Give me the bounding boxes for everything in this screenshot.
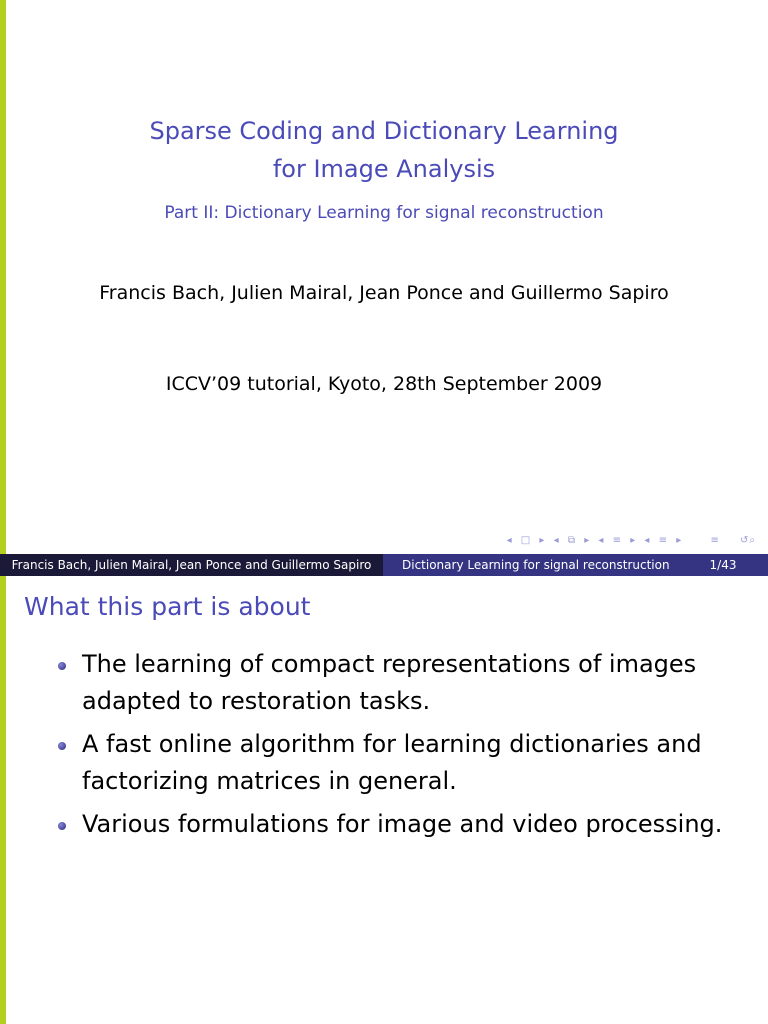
subsection-icon[interactable]: ⧉ xyxy=(567,535,576,546)
presentation-forward-icon[interactable]: ▸ xyxy=(676,535,683,546)
subsection-forward-icon[interactable]: ▸ xyxy=(584,535,591,546)
presentation-subtitle: Part II: Dictionary Learning for signal reconstruction xyxy=(164,203,604,223)
bullet-text-line: A fast online algorithm for learning dictionaries and xyxy=(82,730,702,758)
beamer-navigation-symbols xyxy=(505,535,758,546)
list-item xyxy=(58,646,758,720)
frame-title: What this part is about xyxy=(24,592,311,621)
authors: Francis Bach, Julien Mairal, Jean Ponce and Guillermo Sapiro xyxy=(99,282,669,304)
presentation-icon[interactable]: ≡ xyxy=(658,535,669,546)
presentation-title-line-1: Sparse Coding and Dictionary Learning xyxy=(149,117,619,145)
frame-back-icon[interactable]: ◂ xyxy=(506,535,513,546)
event-info: ICCV’09 tutorial, Kyoto, 28th September 2009 xyxy=(165,373,603,395)
section-back-icon[interactable]: ◂ xyxy=(598,535,605,546)
footer-authors: Francis Bach, Julien Mairal, Jean Ponce and Guillermo Sapiro xyxy=(0,554,383,576)
section-forward-icon[interactable]: ▸ xyxy=(630,535,637,546)
presentation-title-line-2: for Image Analysis xyxy=(272,155,496,183)
list-icon[interactable]: ≡ xyxy=(710,535,720,546)
page-number: 1/43 xyxy=(678,554,768,576)
list-item xyxy=(58,806,758,843)
bullet-icon xyxy=(58,662,66,670)
bullet-list xyxy=(58,646,758,849)
bullet-text-line: factorizing matrices in general. xyxy=(82,767,457,795)
section-icon[interactable]: ≡ xyxy=(612,535,623,546)
bullet-text-line: adapted to restoration tasks. xyxy=(82,687,431,715)
search-icon[interactable]: ↺⌕ xyxy=(740,535,756,546)
frame-icon[interactable]: □ xyxy=(520,535,532,546)
subsection-back-icon[interactable]: ◂ xyxy=(553,535,560,546)
bullet-text-line: The learning of compact representations of images xyxy=(82,650,697,678)
slide-footer xyxy=(0,554,768,576)
bullet-icon xyxy=(58,742,66,750)
bullet-text-line: Various formulations for image and video processing. xyxy=(82,810,723,838)
bullet-icon xyxy=(58,822,66,830)
frame-forward-icon[interactable]: ▸ xyxy=(539,535,546,546)
list-item xyxy=(58,726,758,800)
footer-title: Dictionary Learning for signal reconstruction xyxy=(383,554,678,576)
presentation-back-icon[interactable]: ◂ xyxy=(644,535,651,546)
